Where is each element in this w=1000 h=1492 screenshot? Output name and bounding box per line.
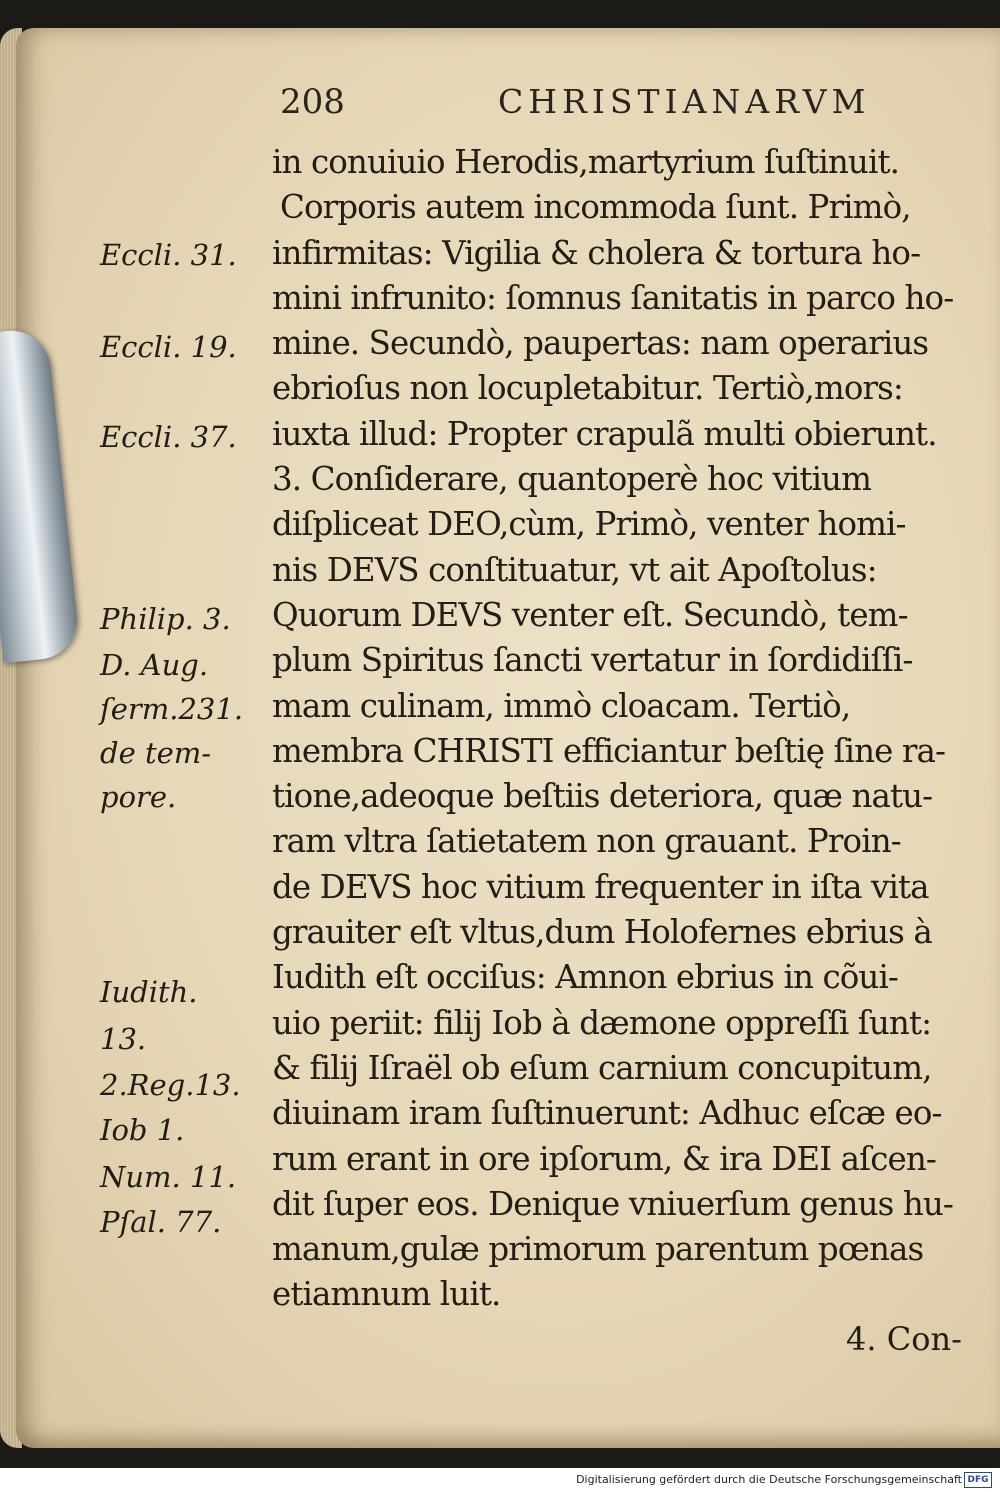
text-line: tione,adeoque beſtiis deteriora, quæ natu- bbox=[272, 777, 933, 816]
text-line: de DEVS hoc vitium frequenter in iſta vita bbox=[272, 867, 929, 906]
text-line: uio periit: filij Iob à dæmone oppreſſi ſunt: bbox=[272, 1003, 932, 1042]
text-line: etiamnum luit. bbox=[272, 1275, 501, 1314]
text-line: infirmitas: Vigilia & cholera & tortura ho- bbox=[272, 233, 921, 272]
dfg-logo-icon: DFG bbox=[964, 1472, 992, 1488]
page-number: 208 bbox=[280, 82, 345, 122]
marginal-note: Iob 1. bbox=[100, 1113, 185, 1147]
marginal-note: de tem- bbox=[100, 736, 212, 770]
text-line: Corporis autem incommoda ſunt. Primò, bbox=[280, 188, 911, 227]
marginal-note: pore. bbox=[100, 780, 177, 814]
marginal-note: ſerm.231. bbox=[100, 692, 244, 726]
text-line: plum Spiritus ſancti vertatur in ſordidiſſi- bbox=[272, 641, 913, 680]
marginal-note: Pſal. 77. bbox=[100, 1205, 222, 1239]
marginal-note: Eccli. 37. bbox=[100, 420, 237, 454]
catchword: 4. Con- bbox=[846, 1320, 962, 1358]
footer-bar bbox=[0, 1468, 1000, 1492]
text-line: nis DEVS conſtituatur, vt ait Apoſtolus: bbox=[272, 550, 877, 589]
text-line: mine. Secundò, paupertas: nam operarius bbox=[272, 324, 929, 363]
digitization-credit: Digitalisierung gefördert durch die Deutsche Forschungsgemeinschaft bbox=[576, 1473, 962, 1486]
text-line: & filij Iſraël ob eſum carnium concupitum, bbox=[272, 1048, 932, 1087]
running-title: CHRISTIANARVM bbox=[498, 82, 871, 121]
text-line: 3. Conſiderare, quantoperè hoc vitium bbox=[272, 460, 872, 499]
marginal-note: D. Aug. bbox=[100, 648, 209, 682]
text-line: membra CHRISTI efficiantur beſtię ſine ra- bbox=[272, 731, 946, 770]
text-line: diuinam iram ſuſtinuerunt: Adhuc eſcæ eo- bbox=[272, 1094, 942, 1133]
marginal-note: Eccli. 31. bbox=[100, 238, 237, 272]
text-line: manum,gulæ primorum parentum pœnas bbox=[272, 1230, 924, 1269]
text-line: Iudith eſt occiſus: Amnon ebrius in cõui- bbox=[272, 958, 899, 997]
text-line: grauiter eſt vltus,dum Holofernes ebrius à bbox=[272, 913, 932, 952]
text-line: mini infrunito: ſomnus ſanitatis in parco ho- bbox=[272, 278, 954, 317]
text-line: diſpliceat DEO,cùm, Primò, venter homi- bbox=[272, 505, 906, 544]
marginal-note: Num. 11. bbox=[100, 1160, 237, 1194]
marginal-note: Philip. 3. bbox=[100, 602, 231, 636]
body-text bbox=[272, 140, 992, 1318]
marginal-note: Eccli. 19. bbox=[100, 330, 237, 364]
marginal-note: 13. bbox=[100, 1022, 147, 1056]
marginal-note: Iudith. bbox=[100, 975, 198, 1009]
text-line: in conuiuio Herodis,martyrium ſuſtinuit. bbox=[272, 143, 900, 181]
text-line: rum erant in ore ipſorum, & ira DEI aſcen- bbox=[272, 1139, 936, 1178]
text-line: mam culinam, immò cloacam. Tertiò, bbox=[272, 686, 851, 725]
text-line: iuxta illud: Propter crapulã multi obierunt. bbox=[272, 414, 937, 453]
text-line: ram vltra ſatietatem non grauant. Proin- bbox=[272, 822, 901, 861]
marginal-note: 2.Reg.13. bbox=[100, 1068, 241, 1102]
page-header bbox=[280, 82, 980, 126]
text-line: ebrioſus non locupletabitur. Tertiò,mors: bbox=[272, 369, 903, 408]
text-line: Quorum DEVS venter eſt. Secundò, tem- bbox=[272, 595, 908, 634]
text-line: dit ſuper eos. Denique vniuerſum genus hu- bbox=[272, 1184, 953, 1223]
